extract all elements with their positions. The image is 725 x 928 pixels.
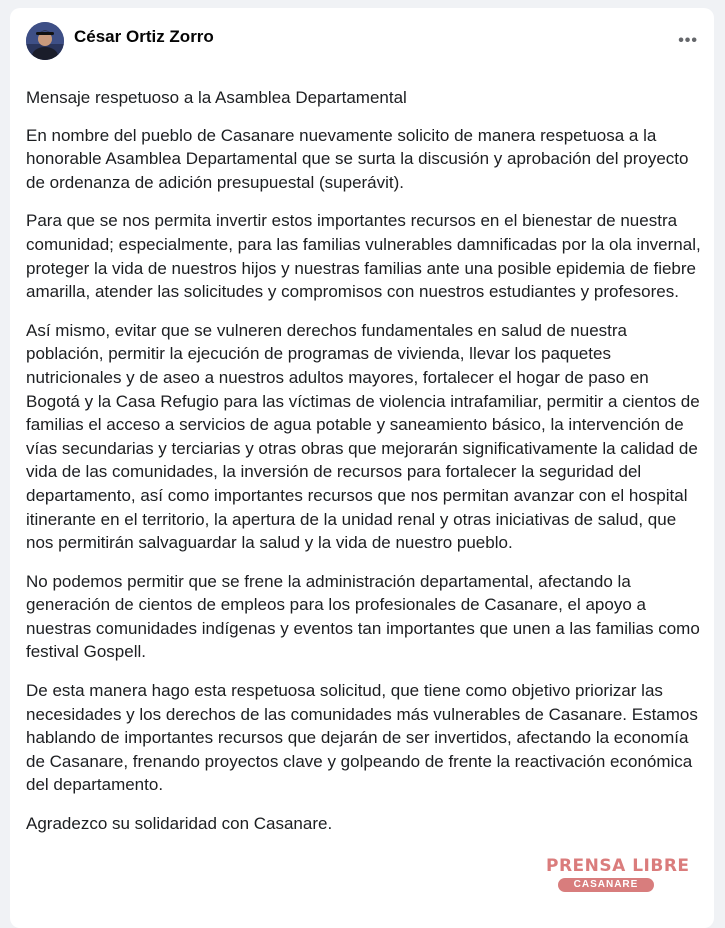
post-paragraph: No podemos permitir que se frene la administración departamental, afectando la generación de cientos de empleos para los profesionales de Casanare, el apoyo a nuestras comunidades indígenas y eventos tan importantes que unen a las familias como festival Gospell. <box>26 571 700 662</box>
watermark-brand: PRENSA LIBRE <box>546 856 690 876</box>
post-body <box>26 86 702 851</box>
author-name[interactable]: César Ortiz Zorro <box>74 27 214 46</box>
post-header <box>26 22 698 66</box>
avatar[interactable] <box>26 22 64 60</box>
avatar-image <box>26 22 64 60</box>
post-paragraph: En nombre del pueblo de Casanare nuevamente solicito de manera respetuosa a la honorable Asamblea Departamental que se surta la discusión y aprobación del proyecto de ordenanza de adición presupuestal (superávit). <box>26 125 689 192</box>
post-paragraph: De esta manera hago esta respetuosa solicitud, que tiene como objetivo priorizar las necesidades y los derechos de las comunidades más vulnerables de Casanare. Estamos hablando de importantes recursos que dejarán de ser invertidos, afectando la economía de Casanare, frenando proyectos clave y golpeando de frente la reactivación económica del departamento. <box>26 681 698 795</box>
post-paragraph: Así mismo, evitar que se vulneren derechos fundamentales en salud de nuestra población, permitir la ejecución de programas de vivienda, llevar los paquetes nutricionales y de aseo a nuestros adultos mayores, fortalecer el hogar de paso en Bogotá y la Casa Refugio para las víctimas de violencia intrafamiliar, permitir a cientos de familias el acceso a servicios de agua potable y saneamiento básico, la intervención de vías secundarias y terciarias y otras obras que mejorarán significativamente la calidad de vida de las comunidades, la inversión de recursos para fortalecer la seguridad del departamento, así como importantes recursos que nos permitan avanzar con el hospital itinerante en el territorio, la apertura de la unidad renal y otras iniciativas de salud, que nos permitirán salvaguardar la salud y la vida de nuestro pueblo. <box>26 320 700 553</box>
watermark-region: CASANARE <box>558 878 654 892</box>
watermark-logo <box>546 856 690 898</box>
more-options-icon[interactable]: ••• <box>678 32 698 49</box>
post-closing: Agradezco su solidaridad con Casanare. <box>26 814 333 834</box>
post-paragraph: Para que se nos permita invertir estos importantes recursos en el bienestar de nuestra comunidad; especialmente, para las familias vulnerables damnificadas por la ola invernal, proteger la vida de nuestros hijos y nuestras familias ante una posible epidemia de fiebre amarilla, atender las solicitudes y compromisos con nuestros estudiantes y profesores. <box>26 211 701 302</box>
post-card <box>10 8 714 928</box>
post-title: Mensaje respetuoso a la Asamblea Departamental <box>26 88 407 107</box>
